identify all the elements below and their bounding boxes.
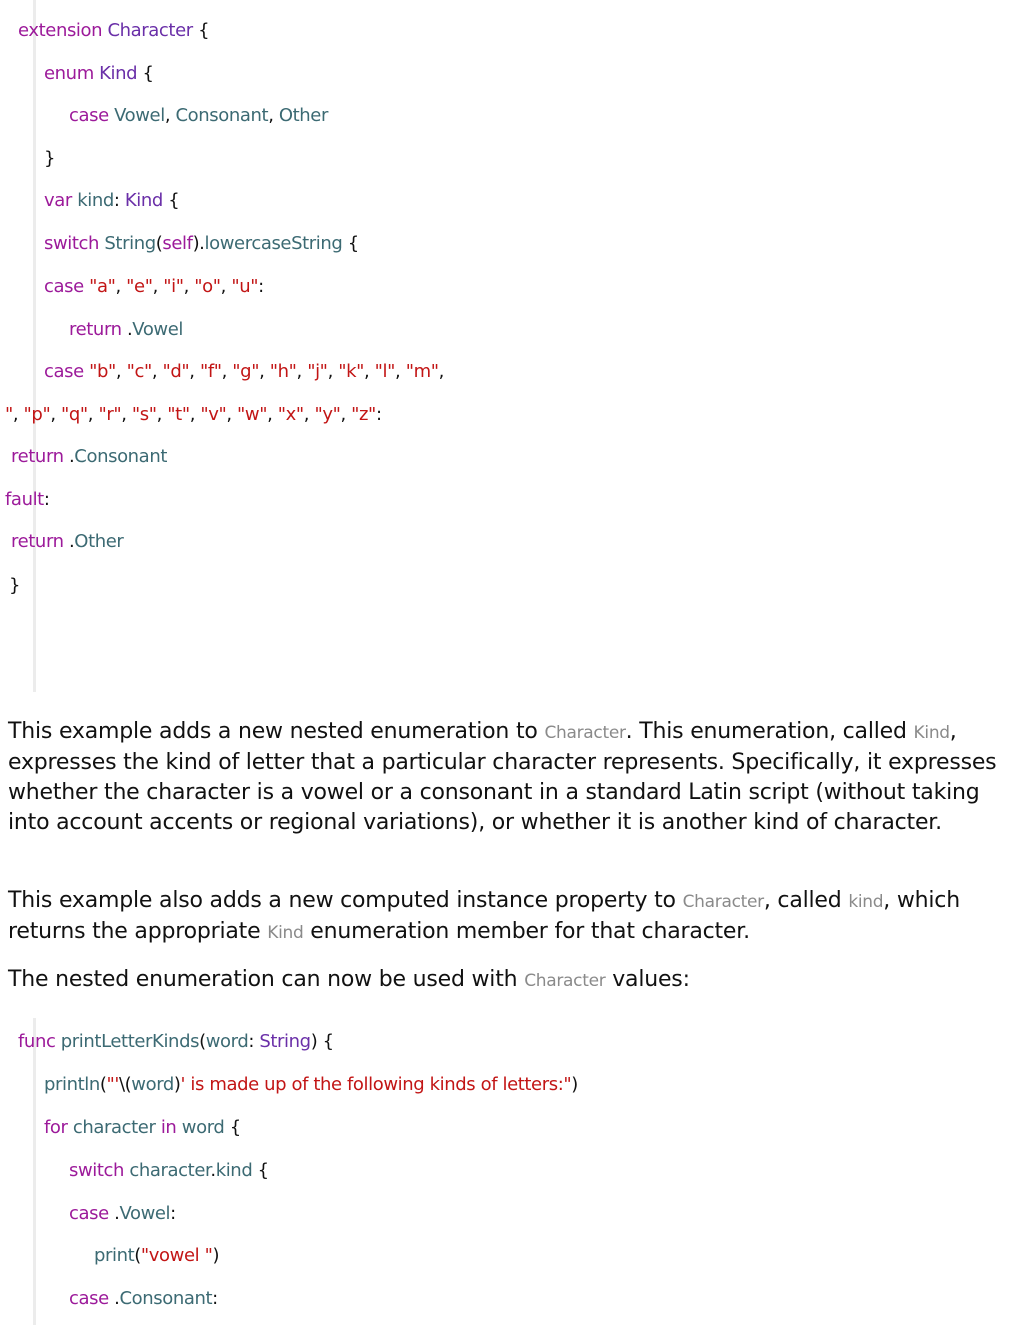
code-token: "c" bbox=[126, 361, 152, 382]
code-token: self bbox=[162, 233, 193, 254]
code-line bbox=[94, 1244, 219, 1268]
code-token: { bbox=[342, 233, 359, 254]
code-token: , bbox=[303, 404, 315, 425]
code-token: : bbox=[170, 1203, 176, 1224]
code-token: case bbox=[69, 1288, 109, 1309]
code-token: Vowel bbox=[114, 105, 165, 126]
code-token: String bbox=[104, 233, 156, 254]
code-token: , bbox=[267, 404, 278, 425]
code-gutter bbox=[33, 0, 36, 692]
paragraph-text: enumeration member for that character. bbox=[303, 919, 750, 944]
code-line bbox=[69, 318, 183, 342]
code-token: "' bbox=[106, 1074, 119, 1095]
code-token: "d" bbox=[162, 361, 190, 382]
code-token: "vowel " bbox=[140, 1245, 213, 1266]
code-token: fault bbox=[5, 489, 44, 510]
paragraph-text: . This enumeration, called bbox=[625, 719, 914, 744]
inline-code: kind bbox=[848, 892, 884, 912]
code-token: "s" bbox=[131, 404, 157, 425]
paragraph-text: The nested enumeration can now be used with bbox=[8, 967, 525, 992]
code-token: , bbox=[221, 361, 233, 382]
code-token: "m" bbox=[405, 361, 439, 382]
code-token: "e" bbox=[126, 276, 153, 297]
code-token: "f" bbox=[199, 361, 222, 382]
code-token: , bbox=[327, 361, 339, 382]
paragraph-text: This example also adds a new computed instance property to bbox=[8, 888, 683, 913]
code-token: . bbox=[210, 1160, 216, 1181]
code-token: , bbox=[296, 361, 308, 382]
code-line bbox=[69, 1287, 218, 1311]
code-token: : bbox=[248, 1031, 260, 1052]
code-token: ) bbox=[212, 1245, 220, 1266]
code-token: extension bbox=[18, 20, 103, 41]
code-token: . bbox=[63, 531, 75, 552]
code-token: kind bbox=[215, 1160, 253, 1181]
code-block-print-letter-kinds bbox=[0, 1018, 1024, 1325]
code-token: , bbox=[115, 276, 127, 297]
paragraph-nested-enumeration bbox=[8, 717, 1013, 838]
code-token: \( bbox=[118, 1074, 132, 1095]
code-line bbox=[11, 445, 167, 469]
code-token: "i" bbox=[163, 276, 184, 297]
code-token: ). bbox=[192, 233, 205, 254]
code-token: "a" bbox=[89, 276, 116, 297]
code-token: : bbox=[212, 1288, 218, 1309]
code-token: , bbox=[151, 361, 163, 382]
code-token: , bbox=[189, 361, 200, 382]
code-token: String bbox=[259, 1031, 311, 1052]
code-token: , bbox=[268, 105, 279, 126]
code-token: ) { bbox=[310, 1031, 334, 1052]
code-token: } bbox=[44, 148, 56, 169]
code-token: ( bbox=[199, 1031, 206, 1052]
code-token: "z" bbox=[351, 404, 376, 425]
code-token: Vowel bbox=[119, 1203, 171, 1224]
code-token: word bbox=[205, 1031, 249, 1052]
code-token: for bbox=[44, 1117, 68, 1138]
code-token: word bbox=[181, 1117, 225, 1138]
code-token: , bbox=[438, 361, 444, 382]
code-token: ) bbox=[173, 1074, 181, 1095]
code-token: "w" bbox=[237, 404, 268, 425]
code-token: enum bbox=[44, 63, 94, 84]
code-line bbox=[44, 189, 179, 213]
code-line bbox=[44, 275, 264, 299]
code-token: Other bbox=[74, 531, 124, 552]
code-token: Consonant bbox=[175, 105, 269, 126]
code-token: "u" bbox=[231, 276, 259, 297]
paragraph-text: This example adds a new nested enumeration to bbox=[8, 719, 545, 744]
code-token: , bbox=[50, 404, 61, 425]
paragraph-computed-property bbox=[8, 886, 1013, 948]
code-token: , bbox=[156, 404, 168, 425]
code-token: printLetterKinds bbox=[60, 1031, 200, 1052]
code-token: , bbox=[259, 361, 270, 382]
code-token: { bbox=[137, 63, 154, 84]
code-token: , bbox=[12, 404, 24, 425]
code-line bbox=[44, 1116, 241, 1140]
code-token: return bbox=[11, 446, 64, 467]
code-line bbox=[5, 403, 382, 427]
code-token: , bbox=[152, 276, 164, 297]
code-token: "q" bbox=[61, 404, 88, 425]
code-token: . bbox=[108, 1203, 120, 1224]
code-token: Other bbox=[278, 105, 328, 126]
code-token: : bbox=[258, 276, 264, 297]
code-token: ) bbox=[571, 1074, 578, 1095]
inline-code: Character bbox=[682, 892, 764, 912]
code-line bbox=[9, 574, 20, 598]
code-token: "g" bbox=[232, 361, 260, 382]
code-line bbox=[18, 1030, 334, 1054]
code-token: : bbox=[375, 404, 382, 425]
code-token: in bbox=[160, 1117, 177, 1138]
code-token: var bbox=[44, 190, 72, 211]
code-line bbox=[5, 488, 50, 512]
code-token: ( bbox=[134, 1245, 141, 1266]
code-token: character bbox=[129, 1160, 211, 1181]
code-token: , bbox=[220, 276, 232, 297]
code-line bbox=[11, 530, 123, 554]
code-token: "h" bbox=[269, 361, 297, 382]
code-token: character bbox=[72, 1117, 156, 1138]
code-token: , bbox=[115, 361, 127, 382]
code-line bbox=[44, 147, 55, 171]
code-token: , bbox=[340, 404, 352, 425]
inline-code: Character bbox=[544, 723, 626, 743]
code-token: case bbox=[69, 105, 109, 126]
code-line bbox=[69, 104, 328, 128]
code-token: Kind bbox=[124, 190, 163, 211]
paragraph-text: , which returns the appropriate bbox=[8, 888, 960, 944]
code-line bbox=[44, 360, 444, 384]
code-token: Consonant bbox=[74, 446, 167, 467]
code-line bbox=[18, 19, 209, 43]
code-token: } bbox=[9, 575, 21, 596]
code-token: . bbox=[121, 319, 133, 340]
code-token: ( bbox=[155, 233, 163, 254]
code-token: , bbox=[189, 404, 201, 425]
code-token: case bbox=[44, 361, 84, 382]
code-token: { bbox=[192, 20, 210, 41]
code-line bbox=[44, 232, 359, 256]
code-token: "k" bbox=[338, 361, 365, 382]
code-token: . bbox=[108, 1288, 120, 1309]
code-token: case bbox=[69, 1203, 109, 1224]
code-token: case bbox=[44, 276, 84, 297]
code-token: " bbox=[5, 404, 13, 425]
inline-code: Kind bbox=[267, 923, 304, 943]
code-token: "y" bbox=[314, 404, 341, 425]
code-token: kind bbox=[77, 190, 114, 211]
paragraph-text: , expresses the kind of letter that a particular character represents. Specifically, it expresses whether the character is a vowel or a consonant in a standard Latin script (without taking into account accents or regional variations), or whether it is another kind of character. bbox=[8, 719, 997, 835]
code-token: : bbox=[113, 190, 125, 211]
code-line bbox=[69, 1159, 269, 1183]
code-token: "x" bbox=[277, 404, 304, 425]
paragraph-text: , called bbox=[763, 888, 849, 913]
code-token: "r" bbox=[98, 404, 122, 425]
code-token: return bbox=[69, 319, 122, 340]
code-token: , bbox=[226, 404, 238, 425]
inline-code: Character bbox=[524, 971, 606, 991]
code-token: : bbox=[43, 489, 50, 510]
paragraph-usage-intro bbox=[8, 965, 1013, 996]
code-token: , bbox=[395, 361, 406, 382]
code-line bbox=[69, 1202, 176, 1226]
code-line bbox=[44, 1073, 578, 1097]
code-token: Vowel bbox=[132, 319, 184, 340]
code-token: "p" bbox=[23, 404, 51, 425]
code-token: Character bbox=[107, 20, 193, 41]
inline-code: Kind bbox=[913, 723, 950, 743]
code-token: lowercaseString bbox=[204, 233, 343, 254]
code-gutter bbox=[33, 1018, 36, 1325]
code-token: Kind bbox=[99, 63, 138, 84]
code-token: , bbox=[164, 105, 176, 126]
code-token: "v" bbox=[200, 404, 227, 425]
code-token: "b" bbox=[89, 361, 116, 382]
code-token: { bbox=[162, 190, 180, 211]
code-token: Consonant bbox=[119, 1288, 213, 1309]
code-token: , bbox=[121, 404, 132, 425]
code-token: print bbox=[94, 1245, 135, 1266]
code-token: ( bbox=[99, 1074, 107, 1095]
code-token: "o" bbox=[194, 276, 221, 297]
code-token: { bbox=[224, 1117, 241, 1138]
code-token: , bbox=[87, 404, 99, 425]
code-token: switch bbox=[69, 1160, 125, 1181]
code-token: ' is made up of the following kinds of letters:" bbox=[180, 1074, 572, 1095]
code-token: , bbox=[364, 361, 375, 382]
code-token: switch bbox=[44, 233, 100, 254]
code-token: "j" bbox=[307, 361, 328, 382]
code-token: . bbox=[63, 446, 75, 467]
code-token: word bbox=[131, 1074, 174, 1095]
code-token: return bbox=[11, 531, 64, 552]
code-token: func bbox=[18, 1031, 56, 1052]
code-token: , bbox=[183, 276, 195, 297]
code-line bbox=[44, 62, 154, 86]
code-token: "l" bbox=[374, 361, 396, 382]
code-token: "t" bbox=[167, 404, 190, 425]
paragraph-text: values: bbox=[605, 967, 690, 992]
code-token: println bbox=[44, 1074, 100, 1095]
code-token: { bbox=[252, 1160, 269, 1181]
